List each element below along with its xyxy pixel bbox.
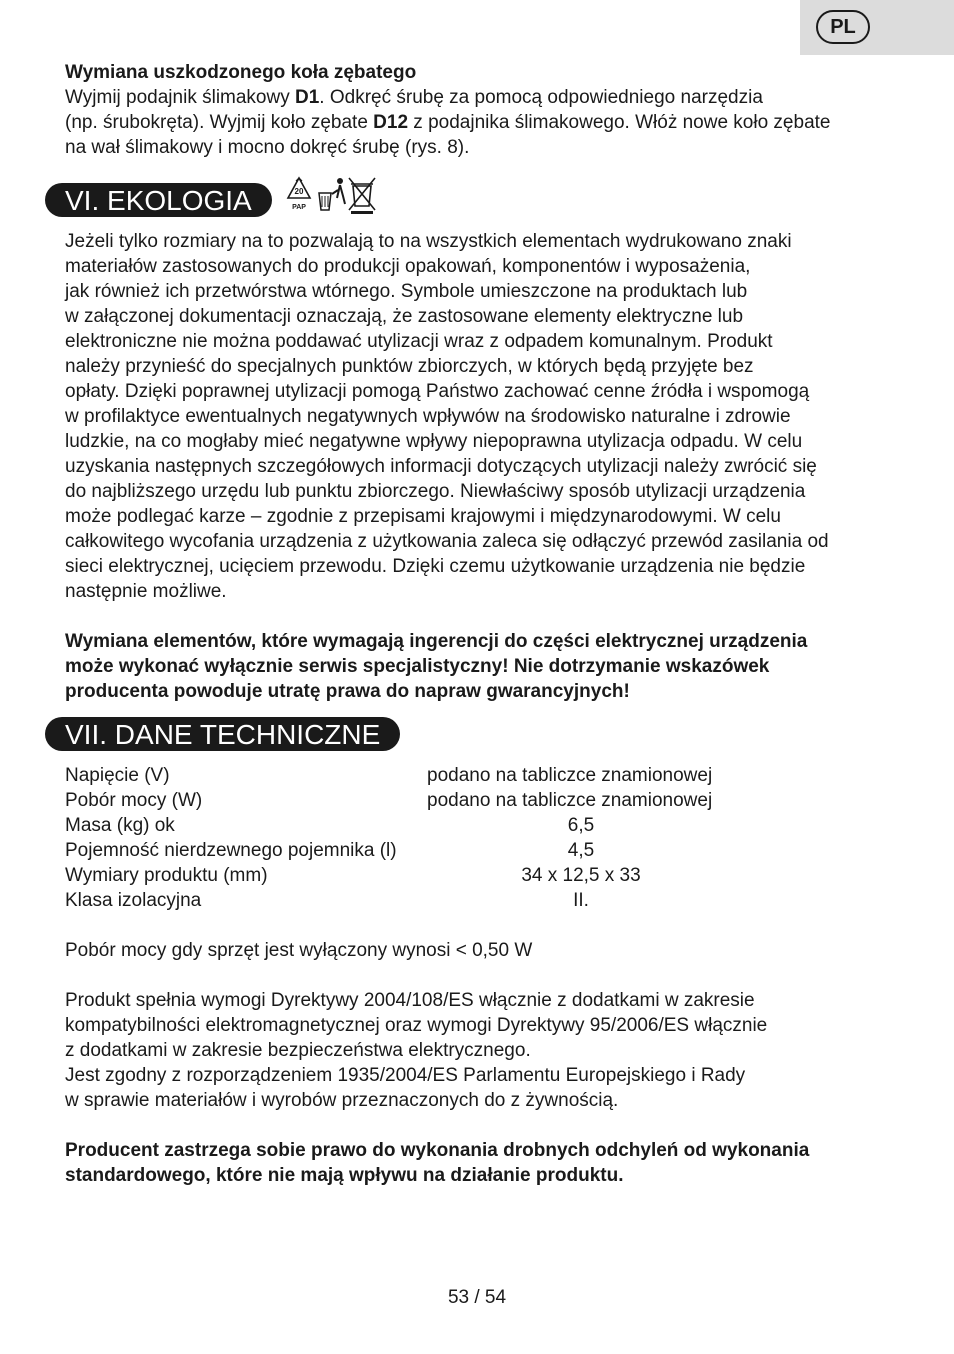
tidyman-icon xyxy=(319,178,345,210)
text-segment: (np. śrubokręta). Wyjmij koło zębate xyxy=(65,112,374,133)
standby-power xyxy=(65,938,895,963)
spec-row xyxy=(65,788,895,813)
ecology-line: materiałów zastosowanych do produkcji opakowań, komponentów i wyposażenia, xyxy=(65,256,751,277)
spec-row xyxy=(65,813,895,838)
crossed-bin-icon xyxy=(349,178,375,214)
standby-power-text: Pobór mocy gdy sprzęt jest wyłączony wynosi < 0,50 W xyxy=(65,940,533,961)
part-ref-d1: D1 xyxy=(295,87,320,108)
ecology-icons xyxy=(285,176,377,216)
compliance-line: Jest zgodny z rozporządzeniem 1935/2004/ES Parlamentu Europejskiego i Rady xyxy=(65,1065,746,1086)
spec-label: Wymiary produktu (mm) xyxy=(65,865,268,886)
spec-row xyxy=(65,888,895,913)
spec-value: podano na tabliczce znamionowej xyxy=(427,765,713,786)
language-tab xyxy=(800,0,954,55)
ecology-line: należy przynieść do specjalnych punktów zbiorczych, w których będą przyjęte bez xyxy=(65,356,754,377)
ecology-line: jak również ich przetwórstwa wtórnego. Symbole umieszczone na produktach lub xyxy=(65,281,748,302)
producer-note xyxy=(65,1138,895,1188)
ecology-paragraph xyxy=(65,229,895,604)
ecology-line: w załączonej dokumentacji oznaczają, że zastosowane elementy elektryczne lub xyxy=(65,306,744,327)
spec-table xyxy=(65,763,895,913)
ecology-line: uzyskania następnych szczegółowych informacji dotyczących utylizacji należy zwrócić się xyxy=(65,456,817,477)
gear-replacement-title: Wymiana uszkodzonego koła zębatego xyxy=(65,62,417,83)
compliance-paragraph xyxy=(65,988,895,1113)
ecology-line: Jeżeli tylko rozmiary na to pozwalają to na wszystkich elementach wydrukowano znaki xyxy=(65,231,792,252)
spec-row xyxy=(65,838,895,863)
compliance-line: w sprawie materiałów i wyrobów przeznaczonych do z żywnością. xyxy=(65,1090,619,1111)
warning-line: producenta powoduje utratę prawa do napraw gwarancyjnych! xyxy=(65,681,630,702)
spec-label: Pojemność nierdzewnego pojemnika (l) xyxy=(65,840,397,861)
page-number: 53 / 54 xyxy=(447,1287,507,1308)
ecology-line: może podlegać karze – zgodnie z przepisami krajowymi i międzynarodowymi. W celu xyxy=(65,506,781,527)
producer-line: Producent zastrzega sobie prawo do wykonania drobnych odchyleń od wykonania xyxy=(65,1140,810,1161)
service-warning xyxy=(65,629,895,704)
tech-data-heading: VII. DANE TECHNICZNE xyxy=(45,717,400,751)
ecology-heading: VI. EKOLOGIA xyxy=(45,183,272,217)
spec-label: Klasa izolacyjna xyxy=(65,890,202,911)
gear-replacement-line-1 xyxy=(65,85,895,110)
spec-label: Masa (kg) ok xyxy=(65,815,175,836)
gear-replacement-section xyxy=(65,60,895,160)
compliance-line: kompatybilności elektromagnetycznej oraz wymogi Dyrektywy 95/2006/ES włącznie xyxy=(65,1015,768,1036)
spec-label: Pobór mocy (W) xyxy=(65,790,203,811)
compliance-line: Produkt spełnia wymogi Dyrektywy 2004/108/ES włącznie z dodatkami w zakresie xyxy=(65,990,755,1011)
ecology-line: następnie możliwe. xyxy=(65,581,227,602)
spec-value: 6,5 xyxy=(567,815,595,836)
text-segment: z podajnika ślimakowego. Włóż nowe koło zębate xyxy=(408,112,831,133)
spec-value: 34 x 12,5 x 33 xyxy=(521,865,641,886)
warning-line: może wykonać wyłącznie serwis specjalistyczny! Nie dotrzymanie wskazówek xyxy=(65,656,770,677)
producer-line: standardowego, które nie mają wpływu na działanie produktu. xyxy=(65,1165,624,1186)
spec-row xyxy=(65,863,895,888)
ecology-line: opłaty. Dzięki poprawnej utylizacji pomogą Państwo zachować cenne źródła i wspomogą xyxy=(65,381,810,402)
text-segment: Wyjmij podajnik ślimakowy xyxy=(65,87,295,108)
ecology-line: ludzkie, na co mogłaby mieć negatywne wpływy niepoprawna utylizacja odpadu. W celu xyxy=(65,431,803,452)
spec-label: Napięcie (V) xyxy=(65,765,170,786)
recycle-number: 20 xyxy=(294,187,304,196)
gear-replacement-line-3: na wał ślimakowy i mocno dokręć śrubę (rys. 8). xyxy=(65,137,470,158)
compliance-line: z dodatkami w zakresie bezpieczeństwa elektrycznego. xyxy=(65,1040,531,1061)
spec-value: podano na tabliczce znamionowej xyxy=(427,790,713,811)
spec-value: II. xyxy=(573,890,589,911)
ecology-line: w profilaktyce ewentualnych negatywnych wpływów na środowisko naturalne i zdrowie xyxy=(65,406,791,427)
ecology-line: sieci elektrycznej, ucięciem przewodu. Dzięki czemu użytkowanie urządzenia nie będzie xyxy=(65,556,806,577)
language-badge: PL xyxy=(816,10,870,44)
recycling-20-pap-icon xyxy=(288,178,310,211)
spec-value: 4,5 xyxy=(567,840,595,861)
recycle-code: PAP xyxy=(292,204,306,211)
ecology-icons-svg xyxy=(285,176,377,216)
ecology-line: do najbliższego urzędu lub punktu zbiorczego. Niewłaściwy sposób utylizacji urządzenia xyxy=(65,481,806,502)
gear-replacement-line-2 xyxy=(65,110,895,135)
part-ref-d12: D12 xyxy=(373,112,409,133)
text-segment: . Odkręć śrubę za pomocą odpowiedniego narzędzia xyxy=(319,87,763,108)
ecology-line: całkowitego wycofania urządzenia z użytkowania zaleca się odłączyć przewód zasilania od xyxy=(65,531,829,552)
warning-line: Wymiana elementów, które wymagają ingerencji do części elektrycznej urządzenia xyxy=(65,631,808,652)
ecology-line: elektroniczne nie można poddawać utylizacji wraz z odpadem komunalnym. Produkt xyxy=(65,331,773,352)
spec-row xyxy=(65,763,895,788)
